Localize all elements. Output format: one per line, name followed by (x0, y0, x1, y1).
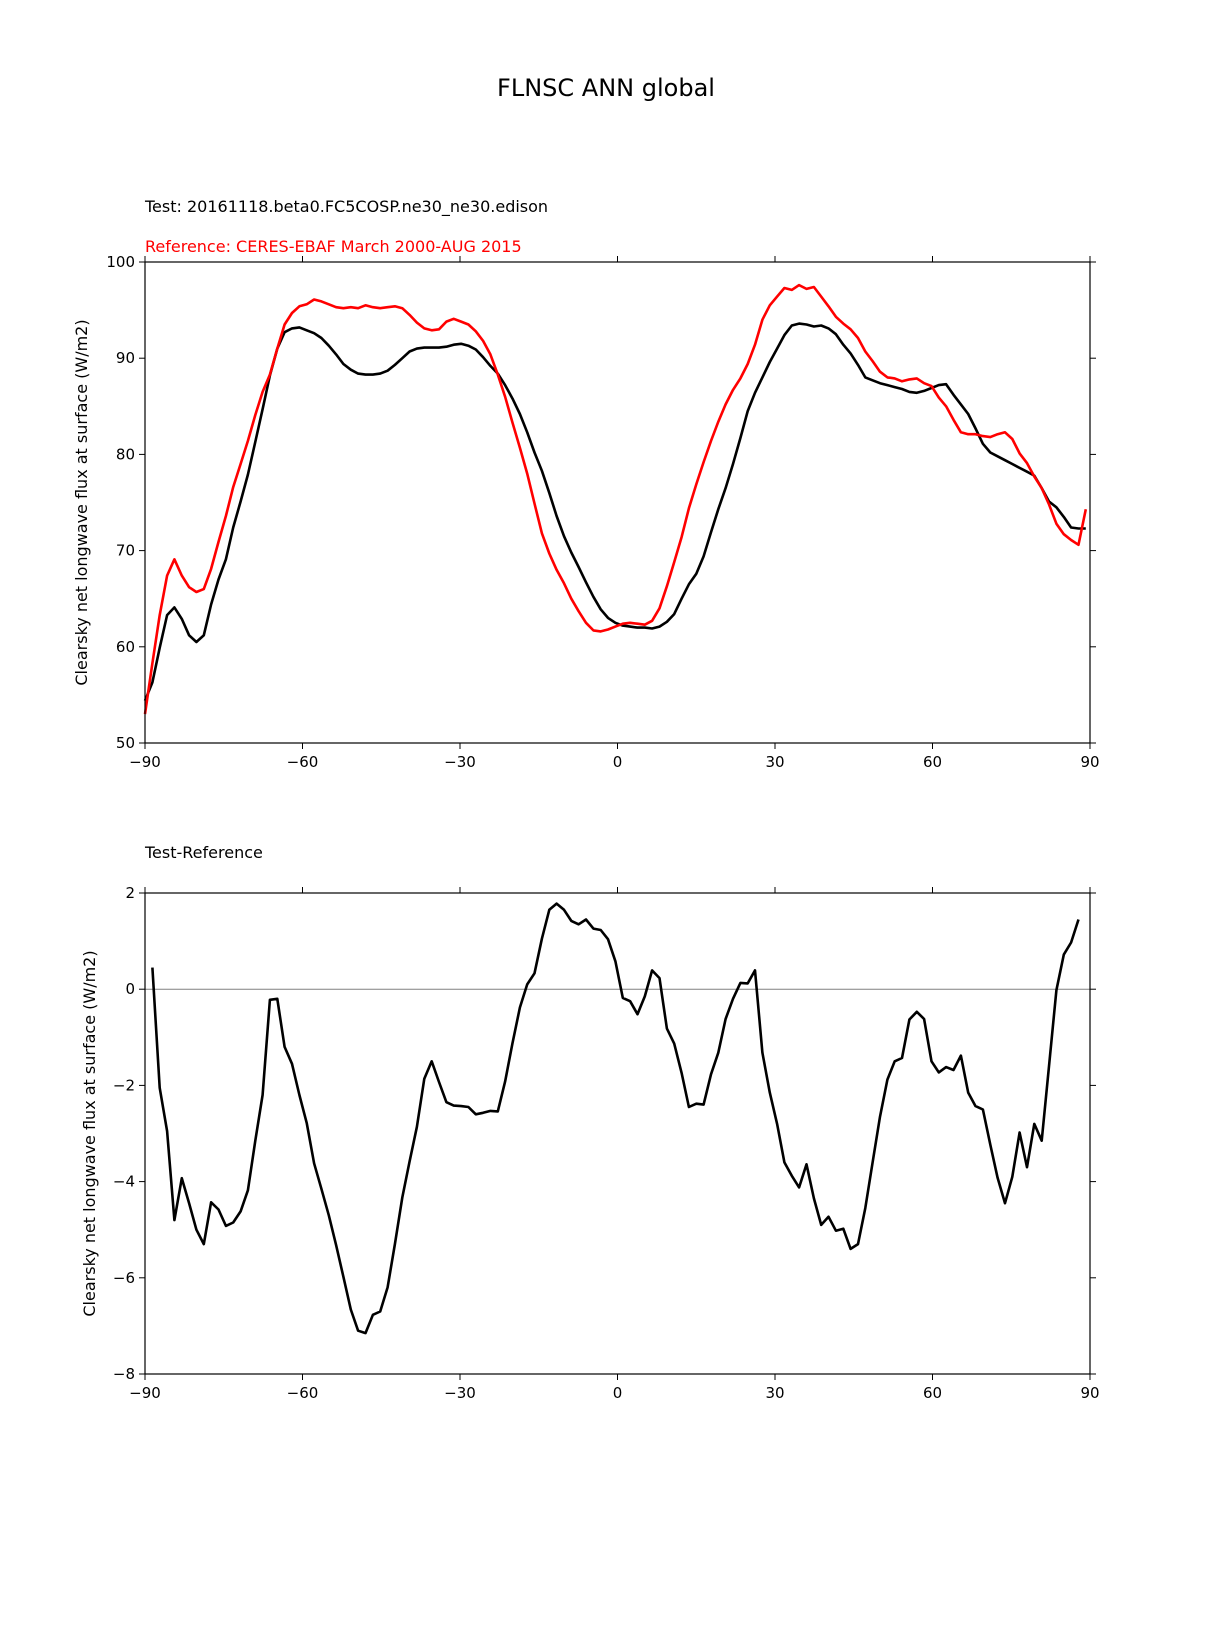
top-x-tick-label: 0 (612, 753, 623, 771)
reference-label: Reference: CERES-EBAF March 2000-AUG 2015 (145, 237, 522, 256)
bottom-series-test-reference-line (152, 904, 1078, 1334)
bottom-x-tick-label: 90 (1080, 1384, 1100, 1402)
bottom-x-tick-label: −30 (444, 1384, 476, 1402)
top-series-test-line (145, 324, 1086, 701)
bottom-y-tick-label: −8 (112, 1365, 135, 1383)
top-series-reference-line (145, 285, 1086, 714)
bottom-y-tick-label: −6 (112, 1268, 135, 1287)
top-plot-frame (145, 262, 1090, 743)
top-x-tick-label: 90 (1080, 753, 1100, 771)
top-x-tick-label: −60 (286, 753, 319, 771)
bottom-y-tick-label: −4 (112, 1172, 135, 1191)
top-x-tick-label: 30 (765, 753, 785, 771)
bottom-x-tick-label: −90 (129, 1384, 161, 1402)
bottom-x-tick-label: 60 (922, 1384, 943, 1402)
top-y-axis-label: Clearsky net longwave flux at surface (W/m2) (72, 319, 91, 686)
top-x-tick-label: 60 (922, 753, 943, 771)
top-x-tick-label: −30 (444, 753, 476, 771)
bottom-x-tick-label: 0 (612, 1384, 623, 1402)
bottom-y-tick-label: 0 (125, 980, 135, 999)
top-y-tick-label: 60 (115, 637, 135, 656)
top-x-tick-label: −90 (129, 753, 161, 771)
top-y-tick-label: 90 (115, 349, 135, 368)
top-y-tick-label: 70 (115, 541, 135, 560)
bottom-x-tick-label: −60 (286, 1384, 319, 1402)
bottom-y-axis-label: Clearsky net longwave flux at surface (W/m2) (80, 950, 99, 1317)
bottom-x-tick-label: 30 (765, 1384, 785, 1402)
top-y-tick-label: 50 (115, 734, 135, 752)
test-label: Test: 20161118.beta0.FC5COSP.ne30_ne30.edison (145, 197, 549, 216)
figure-title: FLNSC ANN global (497, 74, 715, 102)
difference-label: Test-Reference (145, 843, 263, 862)
bottom-y-tick-label: 2 (125, 884, 135, 902)
top-y-tick-label: 80 (115, 445, 135, 464)
top-y-tick-label: 100 (106, 253, 135, 271)
bottom-y-tick-label: −2 (112, 1076, 135, 1095)
